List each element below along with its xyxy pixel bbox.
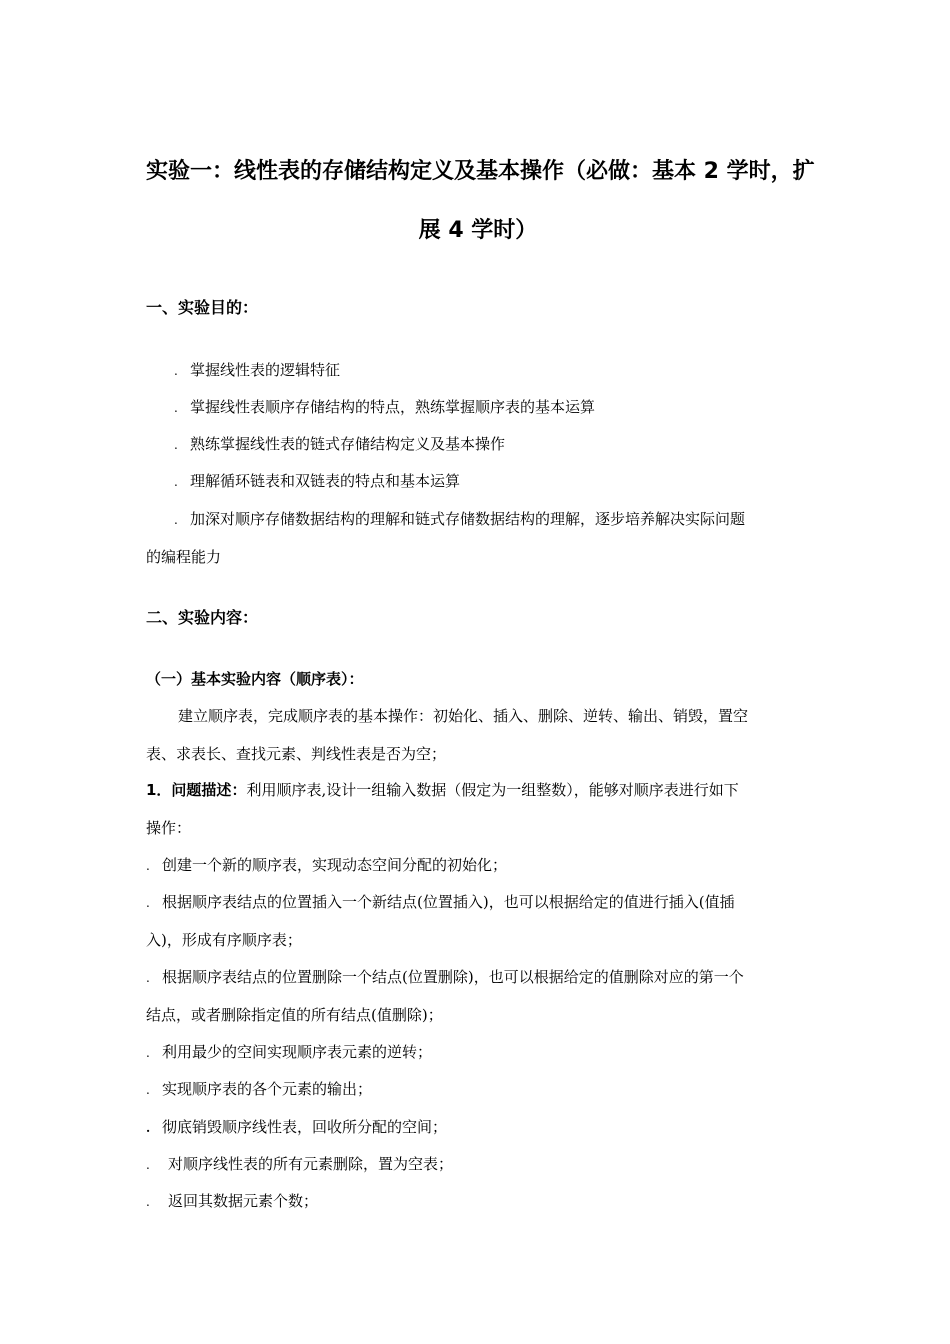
- problem-line-2: 操作：: [146, 819, 192, 837]
- problem-label: 1．问题描述：: [146, 781, 247, 799]
- bullet-dot: .: [174, 364, 178, 378]
- operation-item: [146, 1041, 432, 1064]
- operation-text: 创建一个新的顺序表，实现动态空间分配的初始化；: [162, 856, 508, 874]
- objective-item: [174, 470, 460, 493]
- operation-text: 对顺序线性表的所有元素删除，置为空表；: [168, 1155, 454, 1173]
- bullet-dot: .: [174, 513, 178, 527]
- operation-item: [146, 1190, 318, 1213]
- bullet-dot: .: [146, 896, 150, 910]
- bullet-dot: .: [146, 1158, 150, 1172]
- section-heading-content: 二、实验内容：: [146, 608, 259, 627]
- operation-item: [146, 891, 735, 914]
- operation-text: 利用最少的空间实现顺序表元素的逆转；: [162, 1043, 433, 1061]
- operation-item-continuation: 结点，或者删除指定值的所有结点(值删除)；: [146, 1006, 443, 1024]
- objective-item: [174, 433, 505, 456]
- subsection-heading-basic: （一）基本实验内容（顺序表）：: [146, 670, 364, 688]
- objective-text: 理解循环链表和双链表的特点和基本运算: [190, 472, 461, 490]
- objective-item-continuation: 的编程能力: [146, 548, 222, 566]
- operation-item-continuation: 入)，形成有序顺序表；: [146, 931, 302, 949]
- bullet-dot: .: [146, 1121, 151, 1135]
- bullet-dot: .: [146, 1083, 150, 1097]
- problem-description: [146, 779, 739, 801]
- operation-text: 根据顺序表结点的位置插入一个新结点(位置插入)，也可以根据给定的值进行插入(值插: [162, 893, 735, 911]
- bullet-dot: .: [174, 475, 178, 489]
- operation-item: [146, 1078, 372, 1101]
- problem-text: 利用顺序表,设计一组输入数据（假定为一组整数），能够对顺序表进行如下: [246, 781, 739, 799]
- operation-item: [146, 966, 744, 989]
- operation-text: 返回其数据元素个数；: [168, 1192, 319, 1210]
- bullet-dot: .: [146, 1046, 150, 1060]
- objective-text: 掌握线性表顺序存储结构的特点，熟练掌握顺序表的基本运算: [190, 398, 596, 416]
- operation-text: 实现顺序表的各个元素的输出；: [162, 1080, 373, 1098]
- operation-text: 根据顺序表结点的位置删除一个结点(位置删除)，也可以根据给定的值删除对应的第一个: [162, 968, 744, 986]
- title-line-2: 展 4 学时）: [418, 218, 538, 243]
- objective-text: 加深对顺序存储数据结构的理解和链式存储数据结构的理解，逐步培养解决实际问题: [190, 510, 746, 528]
- bullet-dot: .: [146, 859, 150, 873]
- objective-text: 熟练掌握线性表的链式存储结构定义及基本操作: [190, 435, 506, 453]
- operation-item: [146, 1116, 447, 1139]
- operation-item: [146, 854, 507, 877]
- objective-item: [174, 359, 340, 382]
- operation-text: 彻底销毁顺序线性表，回收所分配的空间；: [162, 1118, 448, 1136]
- bullet-dot: .: [174, 401, 178, 415]
- bullet-dot: .: [146, 1195, 150, 1209]
- title-line-1: 实验一：线性表的存储结构定义及基本操作（必做：基本 2 学时，扩: [146, 159, 815, 184]
- objective-text: 掌握线性表的逻辑特征: [190, 361, 341, 379]
- objective-item: [174, 508, 745, 531]
- bullet-dot: .: [174, 438, 178, 452]
- bullet-dot: .: [146, 971, 150, 985]
- operation-item: [146, 1153, 453, 1176]
- section-heading-objectives: 一、实验目的：: [146, 298, 259, 317]
- objective-item: [174, 396, 595, 419]
- intro-line-1: 建立顺序表，完成顺序表的基本操作：初始化、插入、删除、逆转、输出、销毁，置空: [178, 707, 749, 725]
- intro-line-2: 表、求表长、查找元素、判线性表是否为空；: [146, 745, 447, 763]
